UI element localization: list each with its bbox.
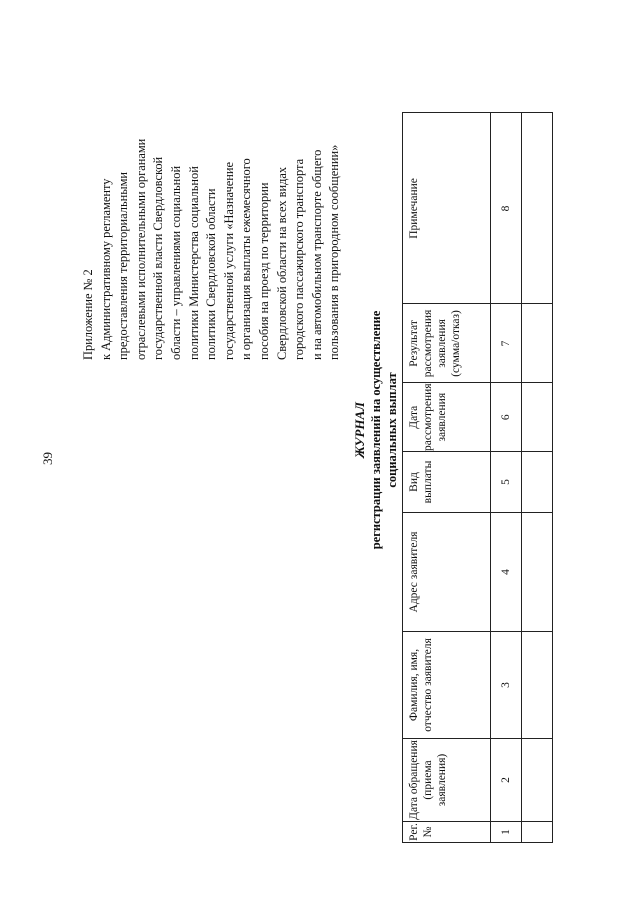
table-column-number-row [491, 113, 522, 843]
column-number: 3 [491, 632, 522, 739]
column-number: 5 [491, 452, 522, 513]
header-review-date: Дата рассмотрения заявления [403, 383, 491, 452]
appendix-line: пособия на проезд по территории [256, 182, 271, 360]
appendix-line: государственной власти Свердловской [151, 156, 166, 360]
appendix-line: политики Министерства социальной [186, 166, 201, 360]
empty-cell [522, 822, 553, 843]
appendix-line: государственной услуги «Назначение [221, 162, 236, 360]
empty-cell [522, 739, 553, 822]
table-header-row [403, 113, 491, 843]
appendix-line: к Административному регламенту [98, 178, 113, 360]
column-number: 4 [491, 513, 522, 632]
page-number: 39 [40, 452, 55, 465]
empty-cell [522, 632, 553, 739]
column-number: 6 [491, 383, 522, 452]
column-number: 7 [491, 304, 522, 383]
appendix-line: и организация выплаты ежемесячного [239, 158, 254, 360]
header-application-date: Дата обращения (приема заявления) [403, 739, 491, 822]
header-payment-type: Вид выплаты [403, 452, 491, 513]
journal-title-main: ЖУРНАЛ [352, 401, 367, 459]
column-number: 1 [491, 822, 522, 843]
header-note: Примечание [403, 113, 491, 304]
appendix-line: городского пассажирского транспорта [292, 158, 307, 360]
appendix-reference [80, 40, 344, 360]
appendix-line: Свердловской области на всех видах [274, 166, 289, 360]
column-number: 8 [491, 113, 522, 304]
appendix-line: и на автомобильном транспорте общего [309, 149, 324, 360]
journal-title [352, 285, 400, 575]
appendix-line: пользования в пригородном сообщении» [327, 144, 342, 360]
appendix-line: предоставления территориальными [116, 171, 131, 360]
column-number: 2 [491, 739, 522, 822]
empty-cell [522, 113, 553, 304]
appendix-line: Приложение № 2 [81, 269, 95, 360]
empty-cell [522, 304, 553, 383]
appendix-line: отраслевыми исполнительными органами [133, 138, 148, 360]
empty-cell [522, 513, 553, 632]
appendix-line: области – управлениями социальной [168, 165, 183, 360]
registration-journal-table [402, 112, 553, 843]
empty-cell [522, 452, 553, 513]
header-reg-number: Рег. № [403, 822, 491, 843]
empty-cell [522, 383, 553, 452]
table-empty-row [522, 113, 553, 843]
header-review-result: Результат рассмотрения заявления (сумма/отказ) [403, 304, 491, 383]
journal-title-subtitle: регистрации заявлений на осуществление социальных выплат [369, 310, 399, 550]
header-applicant-name: Фамилия, имя, отчество заявителя [403, 632, 491, 739]
appendix-line: политики Свердловской области [204, 188, 219, 360]
header-applicant-address: Адрес заявителя [403, 513, 491, 632]
